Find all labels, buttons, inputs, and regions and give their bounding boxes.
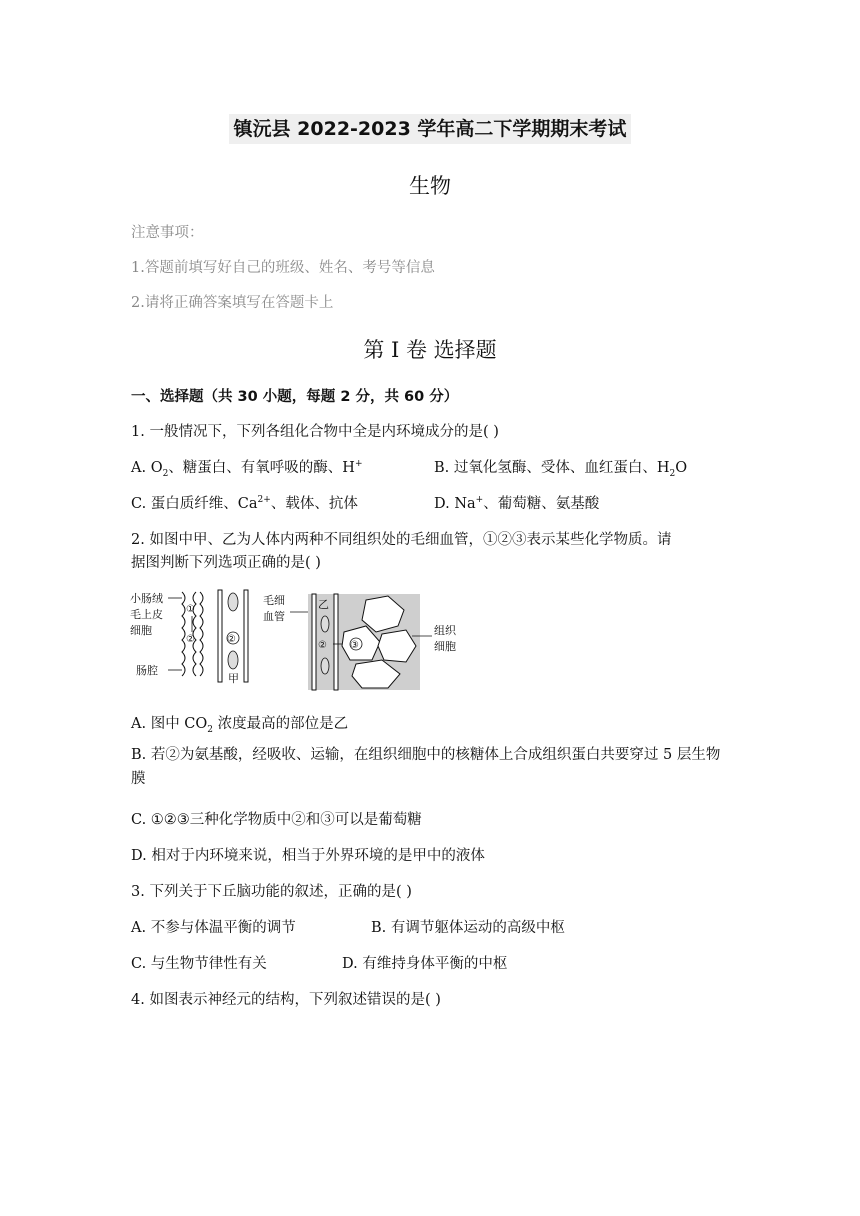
exam-title: 镇沅县 2022-2023 学年高二下学期期末考试	[229, 114, 631, 144]
question-1-option-a: A. $O_2$、糖蛋白、有氧呼吸的酶、H+	[131, 459, 363, 479]
diagram-label-villus-3: 细胞	[130, 624, 152, 637]
question-3-option-a: A. 不参与体温平衡的调节	[131, 920, 296, 936]
question-2-option-c: C. ①②③三种化学物质中②和③可以是葡萄糖	[131, 812, 422, 828]
diagram-marker-2c: ②	[318, 640, 327, 651]
diagram-label-jia: 甲	[228, 672, 239, 685]
question-1-option-d: D. Na+、葡萄糖、氨基酸	[434, 495, 600, 512]
question-3-option-b: B. 有调节躯体运动的高级中枢	[371, 920, 565, 936]
question-3-option-d: D. 有维持身体平衡的中枢	[342, 956, 508, 972]
question-2-stem-line-1: 2. 如图中甲、乙为人体内两种不同组织处的毛细血管，①②③表示某些化学物质。请	[131, 532, 672, 548]
question-4-stem: 4. 如图表示神经元的结构，下列叙述错误的是( )	[131, 992, 441, 1008]
diagram-label-lumen: 肠腔	[136, 664, 158, 677]
question-3-stem: 3. 下列关于下丘脑功能的叙述，正确的是( )	[131, 884, 412, 900]
section-title: 第 I 卷 选择题	[363, 338, 497, 362]
capillary-tissue-diagram	[130, 588, 456, 692]
question-3-option-c: C. 与生物节律性有关	[131, 956, 267, 972]
notes-heading: 注意事项：	[131, 225, 204, 241]
diagram-marker-1: ①	[186, 604, 195, 615]
question-1-stem: 1. 一般情况下，下列各组化合物中全是内环境成分的是( )	[131, 424, 499, 440]
diagram-label-yi: 乙	[318, 598, 329, 611]
part-heading: 一、选择题（共 30 小题，每题 2 分，共 60 分）	[131, 389, 459, 405]
question-2-option-d: D. 相对于内环境来说，相当于外界环境的是甲中的液体	[131, 848, 485, 864]
question-2-option-a: A. 图中 $CO_2$ 浓度最高的部位是乙	[131, 716, 349, 735]
notes-item-2: 2.请将正确答案填写在答题卡上	[131, 295, 334, 311]
notes-item-1: 1.答题前填写好自己的班级、姓名、考号等信息	[131, 260, 435, 276]
diagram-label-capillary-1: 毛细	[263, 594, 285, 607]
diagram-label-villus-1: 小肠绒	[130, 592, 163, 605]
question-2-option-b: B. 若②为氨基酸，经吸收、运输，在组织细胞中的核糖体上合成组织蛋白共要穿过 5 层生物膜	[131, 747, 721, 787]
diagram-marker-2a: ②	[186, 634, 195, 645]
diagram-label-tissue-1: 组织	[434, 624, 456, 637]
question-1-option-c: C. 蛋白质纤维、$Ca^{2+}$、载体、抗体	[131, 495, 358, 512]
diagram-label-capillary-2: 血管	[263, 610, 285, 623]
diagram-marker-2b: ②	[227, 634, 236, 645]
subject-title: 生物	[409, 174, 451, 198]
question-2-stem-line-2: 据图判断下列选项正确的是( )	[131, 555, 321, 571]
diagram-label-tissue-2: 细胞	[434, 640, 456, 653]
diagram-label-villus-2: 毛上皮	[130, 608, 163, 621]
question-1-option-b: B. 过氧化氢酶、受体、血红蛋白、$H_2O$	[434, 460, 688, 479]
diagram-marker-3: ③	[350, 640, 359, 651]
